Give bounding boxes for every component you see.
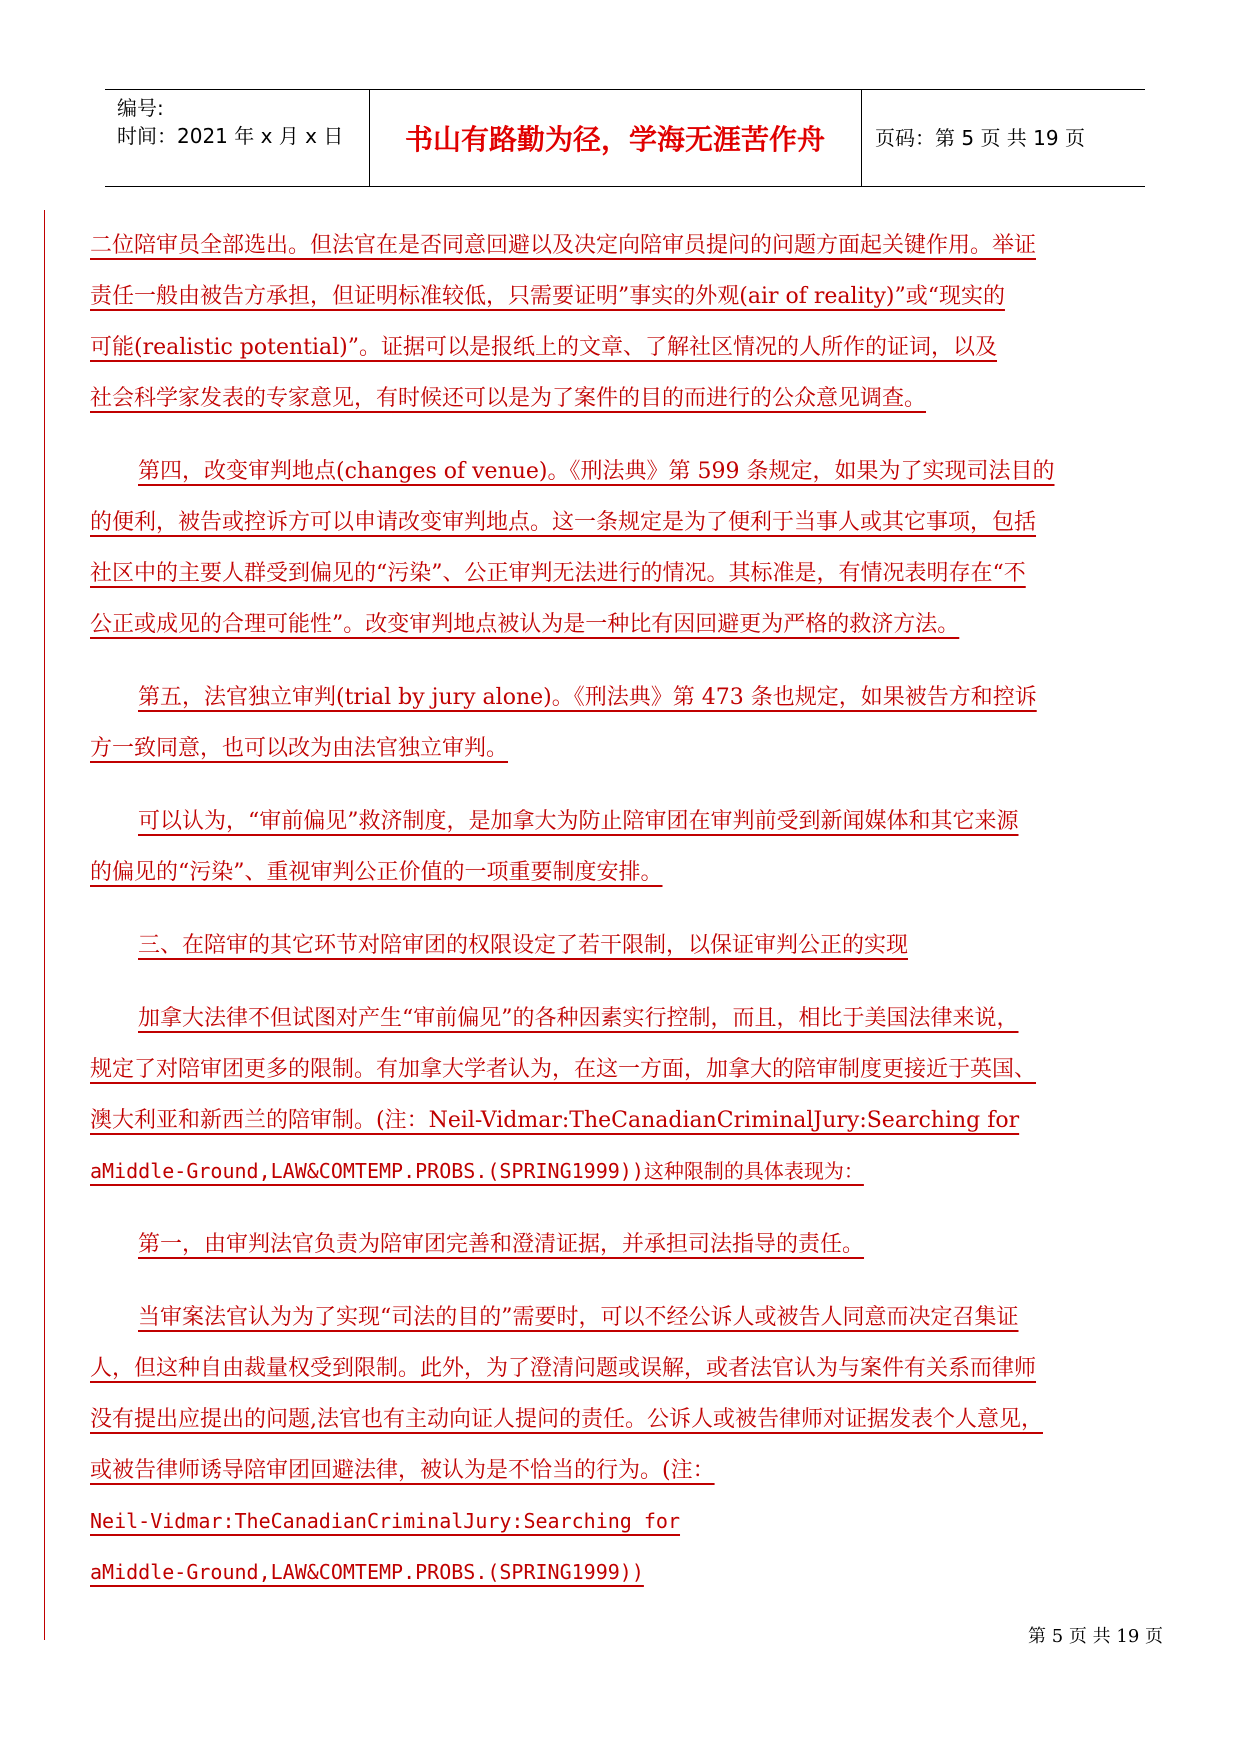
text-line: aMiddle-Ground,LAW&COMTEMP.PROBS.(SPRING1999))这种限制的具体表现为： xyxy=(90,1159,864,1183)
section-heading xyxy=(90,920,1182,971)
paragraph xyxy=(90,220,1182,424)
text-line: 二位陪审员全部选出。但法官在是否同意回避以及决定向陪审员提问的问题方面起关键作用。举证 xyxy=(90,233,1037,258)
text-line: Neil-Vidmar:TheCanadianCriminalJury:Searching for xyxy=(90,1509,681,1533)
text-line: 没有提出应提出的问题,法官也有主动向证人提问的责任。公诉人或被告律师对证据发表个人意见， xyxy=(90,1407,1043,1432)
document-body xyxy=(90,220,1182,1620)
text-line: 第四，改变审判地点(changes of venue)。《刑法典》第 599 条规定，如果为了实现司法目的 xyxy=(138,459,1055,484)
text-line: 澳大利亚和新西兰的陪审制。(注：Neil-Vidmar:TheCanadianCriminalJury:Searching for xyxy=(90,1108,1020,1133)
header-motto: 书山有路勤为径，学海无涯苦作舟 xyxy=(404,123,825,156)
text-line: 社区中的主要人群受到偏见的“污染”、公正审判无法进行的情况。其标准是，有情况表明存在“不 xyxy=(90,561,1026,586)
revision-bar xyxy=(44,210,45,1640)
text-line: 可能(realistic potential)”。证据可以是报纸上的文章、了解社区情况的人所作的证词，以及 xyxy=(90,335,998,360)
text-line: 可以认为，“审前偏见”救济制度，是加拿大为防止陪审团在审判前受到新闻媒体和其它来源 xyxy=(138,809,1019,834)
text-line: 方一致同意，也可以改为由法官独立审判。 xyxy=(90,736,509,761)
text-line: 责任一般由被告方承担，但证明标准较低，只需要证明”事实的外观(air of reality)”或“现实的 xyxy=(90,284,1005,309)
text-line: 第五，法官独立审判(trial by jury alone)。《刑法典》第 473 条也规定，如果被告方和控诉 xyxy=(138,685,1037,710)
paragraph xyxy=(90,446,1182,650)
text-line: aMiddle-Ground,LAW&COMTEMP.PROBS.(SPRING1999)) xyxy=(90,1560,644,1584)
paragraph xyxy=(90,672,1182,774)
text-line: 或被告律师诱导陪审团回避法律，被认为是不恰当的行为。(注： xyxy=(90,1458,715,1483)
paragraph xyxy=(90,1292,1182,1598)
header-page-label: 页码：第 5 页 共 19 页 xyxy=(875,126,1085,150)
page-header xyxy=(105,89,1145,187)
header-meta xyxy=(117,94,343,150)
page-footer: 第 5 页 共 19 页 xyxy=(1028,1626,1163,1647)
paragraph xyxy=(90,1219,1182,1270)
text-line: 当审案法官认为为了实现“司法的目的”需要时，可以不经公诉人或被告人同意而决定召集证 xyxy=(138,1305,1019,1330)
paragraph xyxy=(90,993,1182,1197)
time-label: 时间：2021 年 x 月 x 日 xyxy=(117,124,344,148)
paragraph xyxy=(90,796,1182,898)
text-line: 规定了对陪审团更多的限制。有加拿大学者认为，在这一方面，加拿大的陪审制度更接近于英国、 xyxy=(90,1057,1037,1082)
text-line: 加拿大法律不但试图对产生“审前偏见”的各种因素实行控制，而且，相比于美国法律来说， xyxy=(138,1006,1019,1031)
text-line: 的偏见的“污染”、重视审判公正价值的一项重要制度安排。 xyxy=(90,860,663,885)
text-line: 社会科学家发表的专家意见，有时候还可以是为了案件的目的而进行的公众意见调查。 xyxy=(90,386,927,411)
text-line: 人，但这种自由裁量权受到限制。此外，为了澄清问题或误解，或者法官认为与案件有关系而律师 xyxy=(90,1356,1037,1381)
number-label: 编号: xyxy=(117,96,164,120)
text-line: 三、在陪审的其它环节对陪审团的权限设定了若干限制，以保证审判公正的实现 xyxy=(138,933,909,958)
text-line: 的便利，被告或控诉方可以申请改变审判地点。这一条规定是为了便利于当事人或其它事项，包括 xyxy=(90,510,1037,535)
text-line: 公正或成见的合理可能性”。改变审判地点被认为是一种比有因回避更为严格的救济方法。 xyxy=(90,612,960,637)
text-line: 第一，由审判法官负责为陪审团完善和澄清证据，并承担司法指导的责任。 xyxy=(138,1232,865,1257)
header-divider xyxy=(861,90,862,186)
